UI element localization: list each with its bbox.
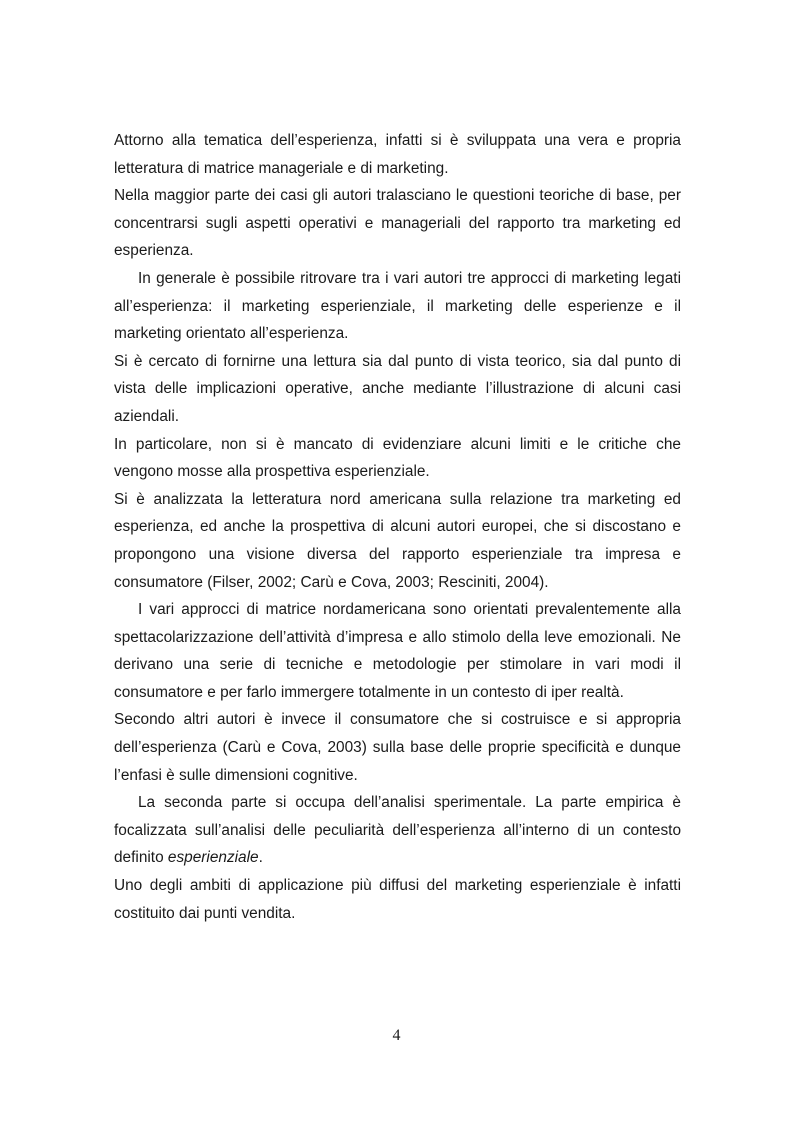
paragraph-3: In generale è possibile ritrovare tra i vari autori tre approcci di marketing legati all’esperienza: il marketing esperienziale, il marketing delle esperienze e il marketing orientato all’esperienza. xyxy=(114,269,681,343)
paragraph-8: Secondo altri autori è invece il consumatore che si costruisce e si appropria dell’esperienza (Carù e Cova, 2003) sulla base delle proprie specificità e dunque l’enfasi è sulle dimensioni cognitive. xyxy=(114,711,681,784)
paragraph-7: I vari approcci di matrice nordamericana sono orientati prevalentemente alla spettacolarizzazione dell’attività d’impresa e allo stimolo della leve emozionali. Ne derivano una serie di tecniche e metodologie per stimolare in vari modi il consumatore e per farlo immergere totalmente in un contesto di iper realtà. xyxy=(114,601,681,701)
body-text xyxy=(114,127,681,927)
paragraph-5: In particolare, non si è mancato di evidenziare alcuni limiti e le critiche che vengono mosse alla prospettiva esperienziale. xyxy=(114,435,681,481)
paragraph-4: Si è cercato di fornirne una lettura sia dal punto di vista teorico, sia dal punto di vista delle implicazioni operative, anche mediante l’illustrazione di alcuni casi aziendali. xyxy=(114,352,681,425)
paragraph-9-text: La seconda parte si occupa dell’analisi sperimentale. La parte empirica è focalizzata sull’analisi delle peculiarità dell’esperienza all’interno di un contesto definito xyxy=(114,794,681,867)
paragraph-6: Si è analizzata la letteratura nord americana sulla relazione tra marketing ed esperienza, ed anche la prospettiva di alcuni autori europei, che si discostano e propongono una visione diversa del rapporto esperienziale tra impresa e consumatore (Filser, 2002; Carù e Cova, 2003; Resciniti, 2004). xyxy=(114,490,681,591)
paragraph-9-end: . xyxy=(258,849,263,867)
paragraph-9 xyxy=(114,789,681,872)
paragraph-2: Nella maggior parte dei casi gli autori tralasciano le questioni teoriche di base, per concentrarsi sugli aspetti operativi e manageriali del rapporto tra marketing ed esperienza. xyxy=(114,187,681,260)
paragraph-1: Attorno alla tematica dell’esperienza, infatti si è sviluppata una vera e propria letteratura di matrice manageriale e di marketing. xyxy=(114,132,681,177)
paragraph-10: Uno degli ambiti di applicazione più diffusi del marketing esperienziale è infatti costituito dai punti vendita. xyxy=(114,877,681,922)
emphasis-term: esperienziale xyxy=(167,849,259,867)
page-number: 4 xyxy=(392,1027,401,1044)
